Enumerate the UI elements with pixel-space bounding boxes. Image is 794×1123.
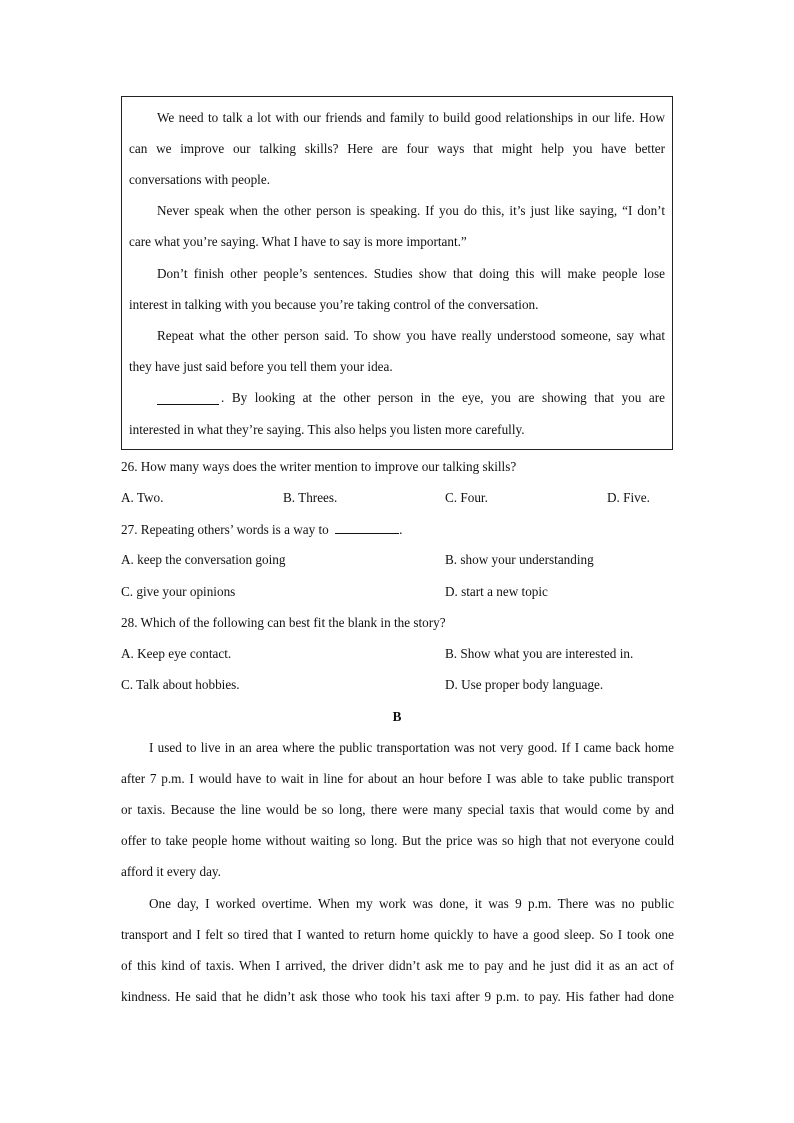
section-b-p1-line1: I used to live in an area where the public transportation was not very good. If I came back home (149, 740, 674, 755)
passage-a-p3-line1: Don’t finish other people’s sentences. Studies show that doing this will make people lose (157, 266, 665, 281)
question-28: 28. Which of the following can best fit the blank in the story? (121, 615, 446, 630)
passage-a-p1-line1: We need to talk a lot with our friends and family to build good relationships in our life. How (157, 110, 665, 125)
question-27-blank (335, 521, 399, 534)
q27-option-d: D. start a new topic (445, 584, 548, 599)
q26-option-d: D. Five. (607, 490, 650, 505)
section-b-p2-line4: kindness. He said that he didn’t ask those who took his taxi after 9 p.m. to pay. His father had done (121, 989, 674, 1004)
section-b-heading: B (392, 709, 402, 724)
q26-option-c: C. Four. (445, 490, 488, 505)
passage-a-p4-line2: they have just said before you tell them your idea. (129, 359, 393, 374)
q26-option-a: A. Two. (121, 490, 164, 505)
answer-blank (157, 392, 219, 405)
section-b-p2-line3: of this kind of taxis. When I arrived, the driver didn’t ask me to pay and he just did it as an act of (121, 958, 674, 973)
passage-a-p5-line2: interested in what they’re saying. This also helps you listen more carefully. (129, 422, 525, 437)
q28-option-a: A. Keep eye contact. (121, 646, 232, 661)
passage-a-p2-line2: care what you’re saying. What I have to say is more important.” (129, 234, 467, 249)
q28-option-d: D. Use proper body language. (445, 677, 604, 692)
passage-a-p2-line1: Never speak when the other person is speaking. If you do this, it’s just like saying, “I don’t (157, 203, 665, 218)
passage-a-p4-line1: Repeat what the other person said. To show you have really understood someone, say what (157, 328, 665, 343)
passage-a-p1-line3: conversations with people. (129, 172, 270, 187)
passage-a-p3-line2: interest in talking with you because you’re taking control of the conversation. (129, 297, 539, 312)
question-27 (121, 521, 402, 538)
section-b-p1-line3: or taxis. Because the line would be so long, there were many special taxis that would come by and (121, 802, 674, 817)
question-27-text: 27. Repeating others’ words is a way to (121, 522, 329, 537)
q28-option-c: C. Talk about hobbies. (121, 677, 240, 692)
section-b-p1-line4: offer to take people home without waiting so long. But the price was so high that not everyone could (121, 833, 674, 848)
section-b-p1-line2: after 7 p.m. I would have to wait in line for about an hour before I was able to take public transport (121, 771, 674, 786)
passage-a-p5-line1: . By looking at the other person in the eye, you are showing that you are (221, 390, 665, 405)
q26-option-b: B. Threes. (283, 490, 338, 505)
q27-option-c: C. give your opinions (121, 584, 236, 599)
section-b-p2-line1: One day, I worked overtime. When my work was done, it was 9 p.m. There was no public (149, 896, 674, 911)
question-26: 26. How many ways does the writer mention to improve our talking skills? (121, 459, 517, 474)
passage-a-p1-line2: can we improve our talking skills? Here are four ways that might help you have better (129, 141, 665, 156)
q28-option-b: B. Show what you are interested in. (445, 646, 634, 661)
question-27-end: . (399, 522, 403, 537)
q27-option-b: B. show your understanding (445, 552, 594, 567)
section-b-p1-line5: afford it every day. (121, 864, 221, 879)
q27-option-a: A. keep the conversation going (121, 552, 286, 567)
section-b-p2-line2: transport and I felt so tired that I wanted to return home quickly to have a good sleep. So I took one (121, 927, 674, 942)
